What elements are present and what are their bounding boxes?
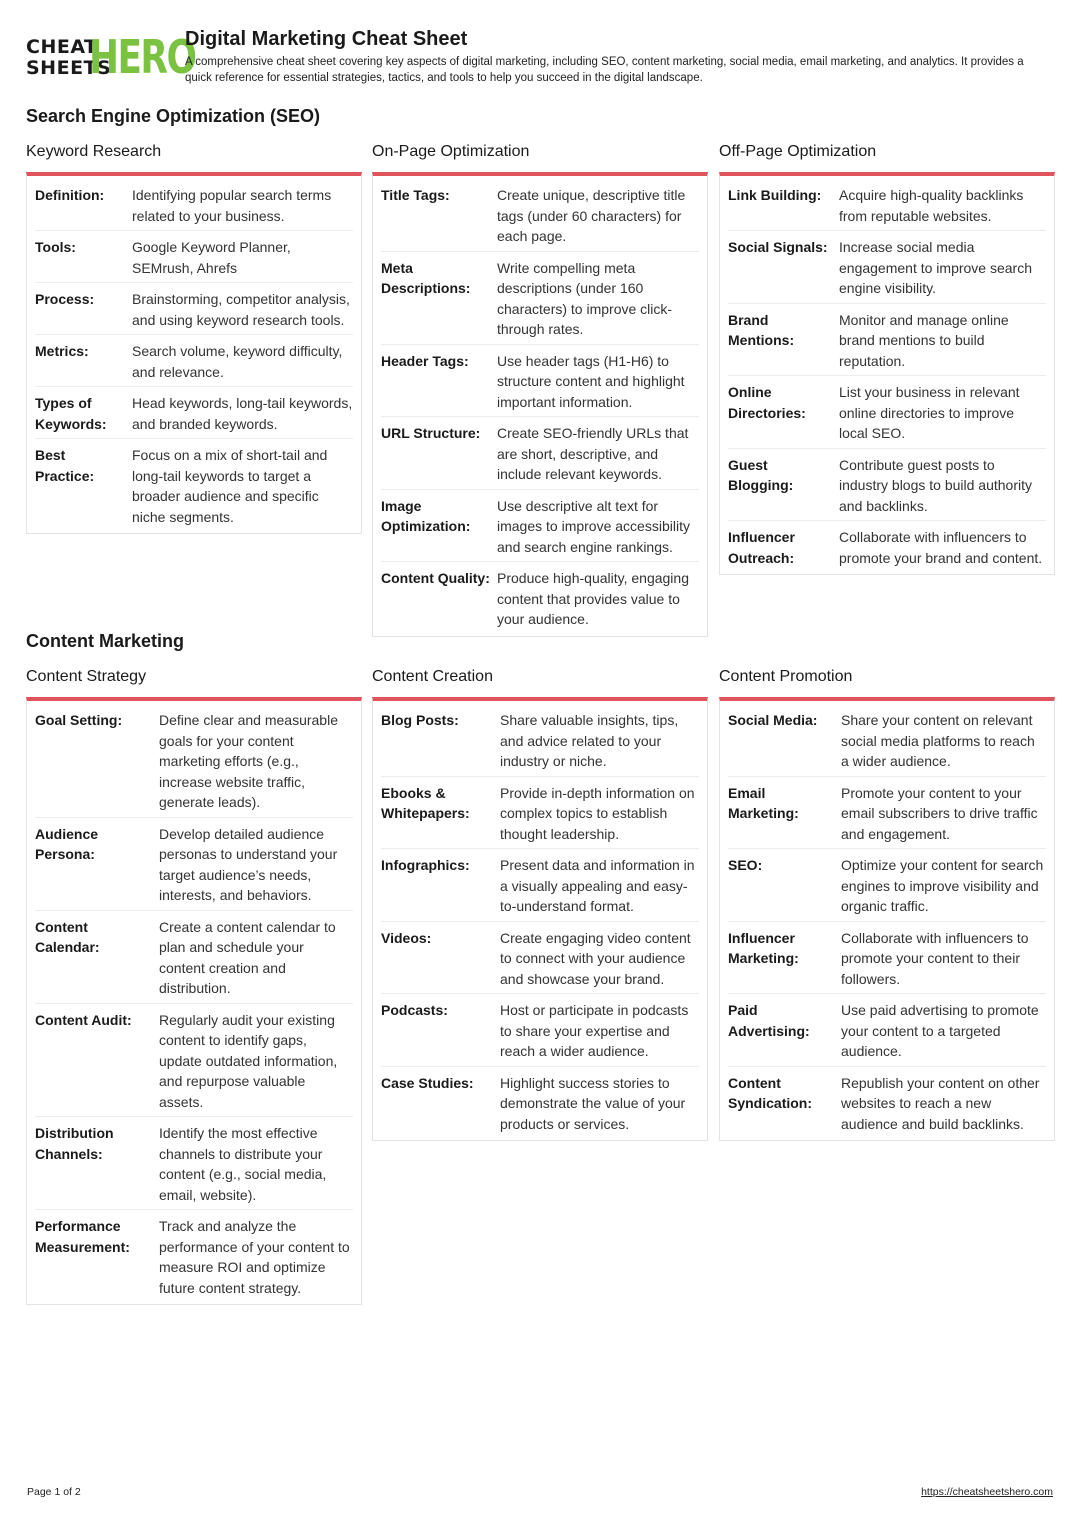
definition-description: Create a content calendar to plan and schedule your content creation and distribution.	[159, 918, 336, 996]
definition-row	[728, 704, 1046, 777]
section-title-content-marketing: Content Marketing	[26, 631, 185, 651]
definition-term: Content Calendar:	[35, 918, 100, 955]
page-title: Digital Marketing Cheat Sheet	[185, 28, 468, 50]
definition-description: Write compelling meta descriptions (under 160 characters) to improve click-through rates.	[497, 259, 673, 337]
definition-term: Performance Measurement:	[35, 1218, 130, 1255]
definition-term: Videos:	[381, 929, 432, 946]
definition-row	[35, 231, 353, 283]
definition-description: Promote your content to your email subscribers to drive traffic and engagement.	[841, 784, 1038, 842]
definition-row	[381, 849, 699, 922]
column-title: Off-Page Optimization	[719, 143, 877, 160]
definition-description: Collaborate with influencers to promote your brand and content.	[839, 529, 1043, 566]
definition-row	[728, 849, 1046, 922]
definition-description: Acquire high-quality backlinks from reputable websites.	[839, 187, 1024, 224]
definition-term: Image Optimization:	[381, 497, 471, 534]
definition-row	[381, 1067, 699, 1139]
definition-term: Tools:	[35, 239, 76, 255]
definition-description: Create unique, descriptive title tags (under 60 characters) for each page.	[497, 187, 686, 244]
definition-description: Identify the most effective channels to distribute your content (e.g., social media, email, website).	[159, 1125, 327, 1203]
definition-term: Distribution Channels:	[35, 1125, 114, 1162]
definition-description: Present data and information in a visually appealing and easy-to-understand format.	[500, 857, 695, 914]
column-content-strategy	[26, 667, 362, 1305]
definition-card	[719, 172, 1055, 575]
column-title: Content Strategy	[26, 668, 147, 685]
definition-description: Host or participate in podcasts to share your expertise and reach a wider audience.	[500, 1002, 689, 1059]
logo-word-cheat: CHEAT	[26, 36, 98, 58]
definition-term: Social Signals:	[728, 239, 828, 255]
logo-word-hero: HERO	[89, 30, 196, 84]
definition-term: Goal Setting:	[35, 712, 123, 728]
definition-description: Use header tags (H1-H6) to structure content and highlight important information.	[497, 352, 685, 410]
definition-description: Regularly audit your existing content to identify gaps, update outdated information, and repurpose valuable assets.	[159, 1011, 338, 1110]
page-header	[26, 28, 1056, 98]
definition-row	[35, 1004, 353, 1118]
definition-term: Content Quality:	[381, 570, 490, 586]
definition-term: Types of Keywords:	[35, 395, 107, 432]
definition-term: Definition:	[35, 187, 105, 203]
column-content-promotion	[719, 667, 1055, 1141]
column-off-page-optimization	[719, 142, 1055, 575]
definition-description: Develop detailed audience personas to understand your target audience’s needs, interests, and behaviors.	[159, 825, 338, 903]
definition-row	[35, 179, 353, 231]
definition-row	[381, 252, 699, 345]
definition-row	[381, 704, 699, 777]
definition-row	[381, 922, 699, 995]
column-on-page-optimization	[372, 142, 708, 637]
definition-row	[35, 439, 353, 531]
definition-description: Brainstorming, competitor analysis, and using keyword research tools.	[132, 291, 350, 328]
column-title: Content Promotion	[719, 668, 853, 685]
definition-term: Guest Blogging:	[728, 456, 794, 493]
definition-row	[381, 179, 699, 252]
definition-description: Produce high-quality, engaging content that provides value to your audience.	[497, 570, 689, 627]
definition-row	[728, 994, 1046, 1067]
definition-row	[35, 818, 353, 911]
definition-row	[35, 283, 353, 335]
definition-term: Email Marketing:	[728, 784, 799, 821]
definition-term: Audience Persona:	[35, 825, 99, 862]
definition-row	[381, 490, 699, 563]
definition-row	[728, 777, 1046, 850]
definition-description: Focus on a mix of short-tail and long-tail keywords to target a broader audience and specific niche segments.	[132, 447, 328, 525]
page-number: Page 1 of 2	[27, 1486, 81, 1498]
definition-row	[728, 376, 1046, 449]
definition-description: Optimize your content for search engines to improve visibility and organic traffic.	[841, 857, 1044, 914]
definition-term: Link Building:	[728, 187, 822, 203]
definition-card	[26, 697, 362, 1305]
definition-description: Share your content on relevant social media platforms to reach a wider audience.	[841, 712, 1035, 769]
definition-term: Ebooks & Whitepapers:	[381, 784, 470, 821]
page-subtitle: A comprehensive cheat sheet covering key aspects of digital marketing, including SEO, content marketing, social media, email marketing, and analytics. It provides a quick reference for essential strategies, tactics, and tools to help you succeed in the digital landscape.	[185, 56, 1024, 84]
definition-description: Define clear and measurable goals for your content marketing efforts (e.g., increase website traffic, generate leads).	[159, 712, 338, 810]
definition-row	[35, 1210, 353, 1302]
definition-description: Create SEO-friendly URLs that are short, descriptive, and include relevant keywords.	[497, 425, 689, 482]
column-keyword-research	[26, 142, 362, 534]
site-link[interactable]: https://cheatsheetshero.com	[921, 1486, 1053, 1498]
definition-row	[728, 521, 1046, 572]
definition-description: Search volume, keyword difficulty, and relevance.	[132, 343, 343, 380]
definition-row	[35, 911, 353, 1004]
definition-description: Republish your content on other websites to reach a new audience and build backlinks.	[841, 1074, 1040, 1132]
definition-description: Use descriptive alt text for images to improve accessibility and search engine rankings.	[497, 497, 690, 555]
column-title: On-Page Optimization	[372, 143, 530, 160]
definition-card	[26, 172, 362, 534]
definition-description: Provide in-depth information on complex topics to establish thought leadership.	[500, 784, 695, 842]
definition-row	[728, 231, 1046, 304]
definition-row	[381, 777, 699, 850]
definition-row	[728, 449, 1046, 522]
cheatsheetshero-logo[interactable]	[26, 30, 196, 84]
definition-term: SEO:	[728, 857, 763, 873]
definition-term: Meta Descriptions:	[381, 259, 471, 296]
definition-description: Create engaging video content to connect with your audience and showcase your brand.	[500, 929, 691, 987]
definition-term: Social Media:	[728, 712, 818, 728]
definition-term: Influencer Outreach:	[728, 529, 795, 566]
definition-description: Identifying popular search terms related to your business.	[132, 187, 332, 224]
definition-term: Infographics:	[381, 857, 470, 873]
definition-description: Google Keyword Planner, SEMrush, Ahrefs	[132, 239, 291, 276]
definition-description: Contribute guest posts to industry blogs to build authority and backlinks.	[839, 456, 1032, 514]
definition-row	[381, 994, 699, 1067]
definition-row	[728, 922, 1046, 995]
definition-term: Online Directories:	[728, 384, 806, 421]
column-content-creation	[372, 667, 708, 1141]
definition-card	[372, 172, 708, 637]
logo-word-sheets: SHEETS	[26, 57, 112, 79]
definition-card	[372, 697, 708, 1141]
definition-term: Content Syndication:	[728, 1074, 813, 1111]
column-title: Content Creation	[372, 668, 493, 685]
definition-description: Collaborate with influencers to promote your content to their followers.	[841, 929, 1029, 987]
definition-description: Head keywords, long-tail keywords, and branded keywords.	[132, 395, 353, 432]
column-title: Keyword Research	[26, 143, 162, 160]
definition-term: Case Studies:	[381, 1074, 474, 1091]
definition-description: Use paid advertising to promote your content to a targeted audience.	[841, 1002, 1039, 1059]
definition-term: Influencer Marketing:	[728, 929, 799, 966]
definition-description: Highlight success stories to demonstrate the value of your products or services.	[500, 1074, 686, 1132]
definition-description: List your business in relevant online directories to improve local SEO.	[839, 384, 1020, 441]
definition-row	[728, 179, 1046, 231]
definition-row	[35, 387, 353, 439]
definition-term: Blog Posts:	[381, 712, 459, 728]
definition-row	[381, 562, 699, 634]
definition-term: Content Audit:	[35, 1011, 132, 1028]
definition-term: Metrics:	[35, 343, 89, 359]
definition-row	[35, 335, 353, 387]
definition-description: Share valuable insights, tips, and advice related to your industry or niche.	[500, 712, 679, 769]
definition-term: Best Practice:	[35, 447, 95, 484]
definition-term: Podcasts:	[381, 1002, 448, 1018]
definition-row	[728, 304, 1046, 377]
definition-row	[381, 417, 699, 490]
definition-row	[35, 704, 353, 818]
definition-term: Process:	[35, 291, 95, 307]
definition-term: Header Tags:	[381, 352, 469, 369]
definition-description: Track and analyze the performance of your content to measure ROI and optimize future content strategy.	[159, 1218, 350, 1296]
definition-description: Increase social media engagement to improve search engine visibility.	[839, 239, 1032, 296]
definition-description: Monitor and manage online brand mentions to build reputation.	[839, 311, 1009, 369]
definition-row	[728, 1067, 1046, 1139]
definition-term: URL Structure:	[381, 425, 481, 441]
definition-term: Brand Mentions:	[728, 311, 795, 348]
definition-row	[35, 1117, 353, 1210]
definition-card	[719, 697, 1055, 1141]
definition-row	[381, 345, 699, 418]
section-title-seo: Search Engine Optimization (SEO)	[26, 106, 321, 126]
definition-term: Title Tags:	[381, 187, 450, 203]
definition-term: Paid Advertising:	[728, 1002, 810, 1039]
